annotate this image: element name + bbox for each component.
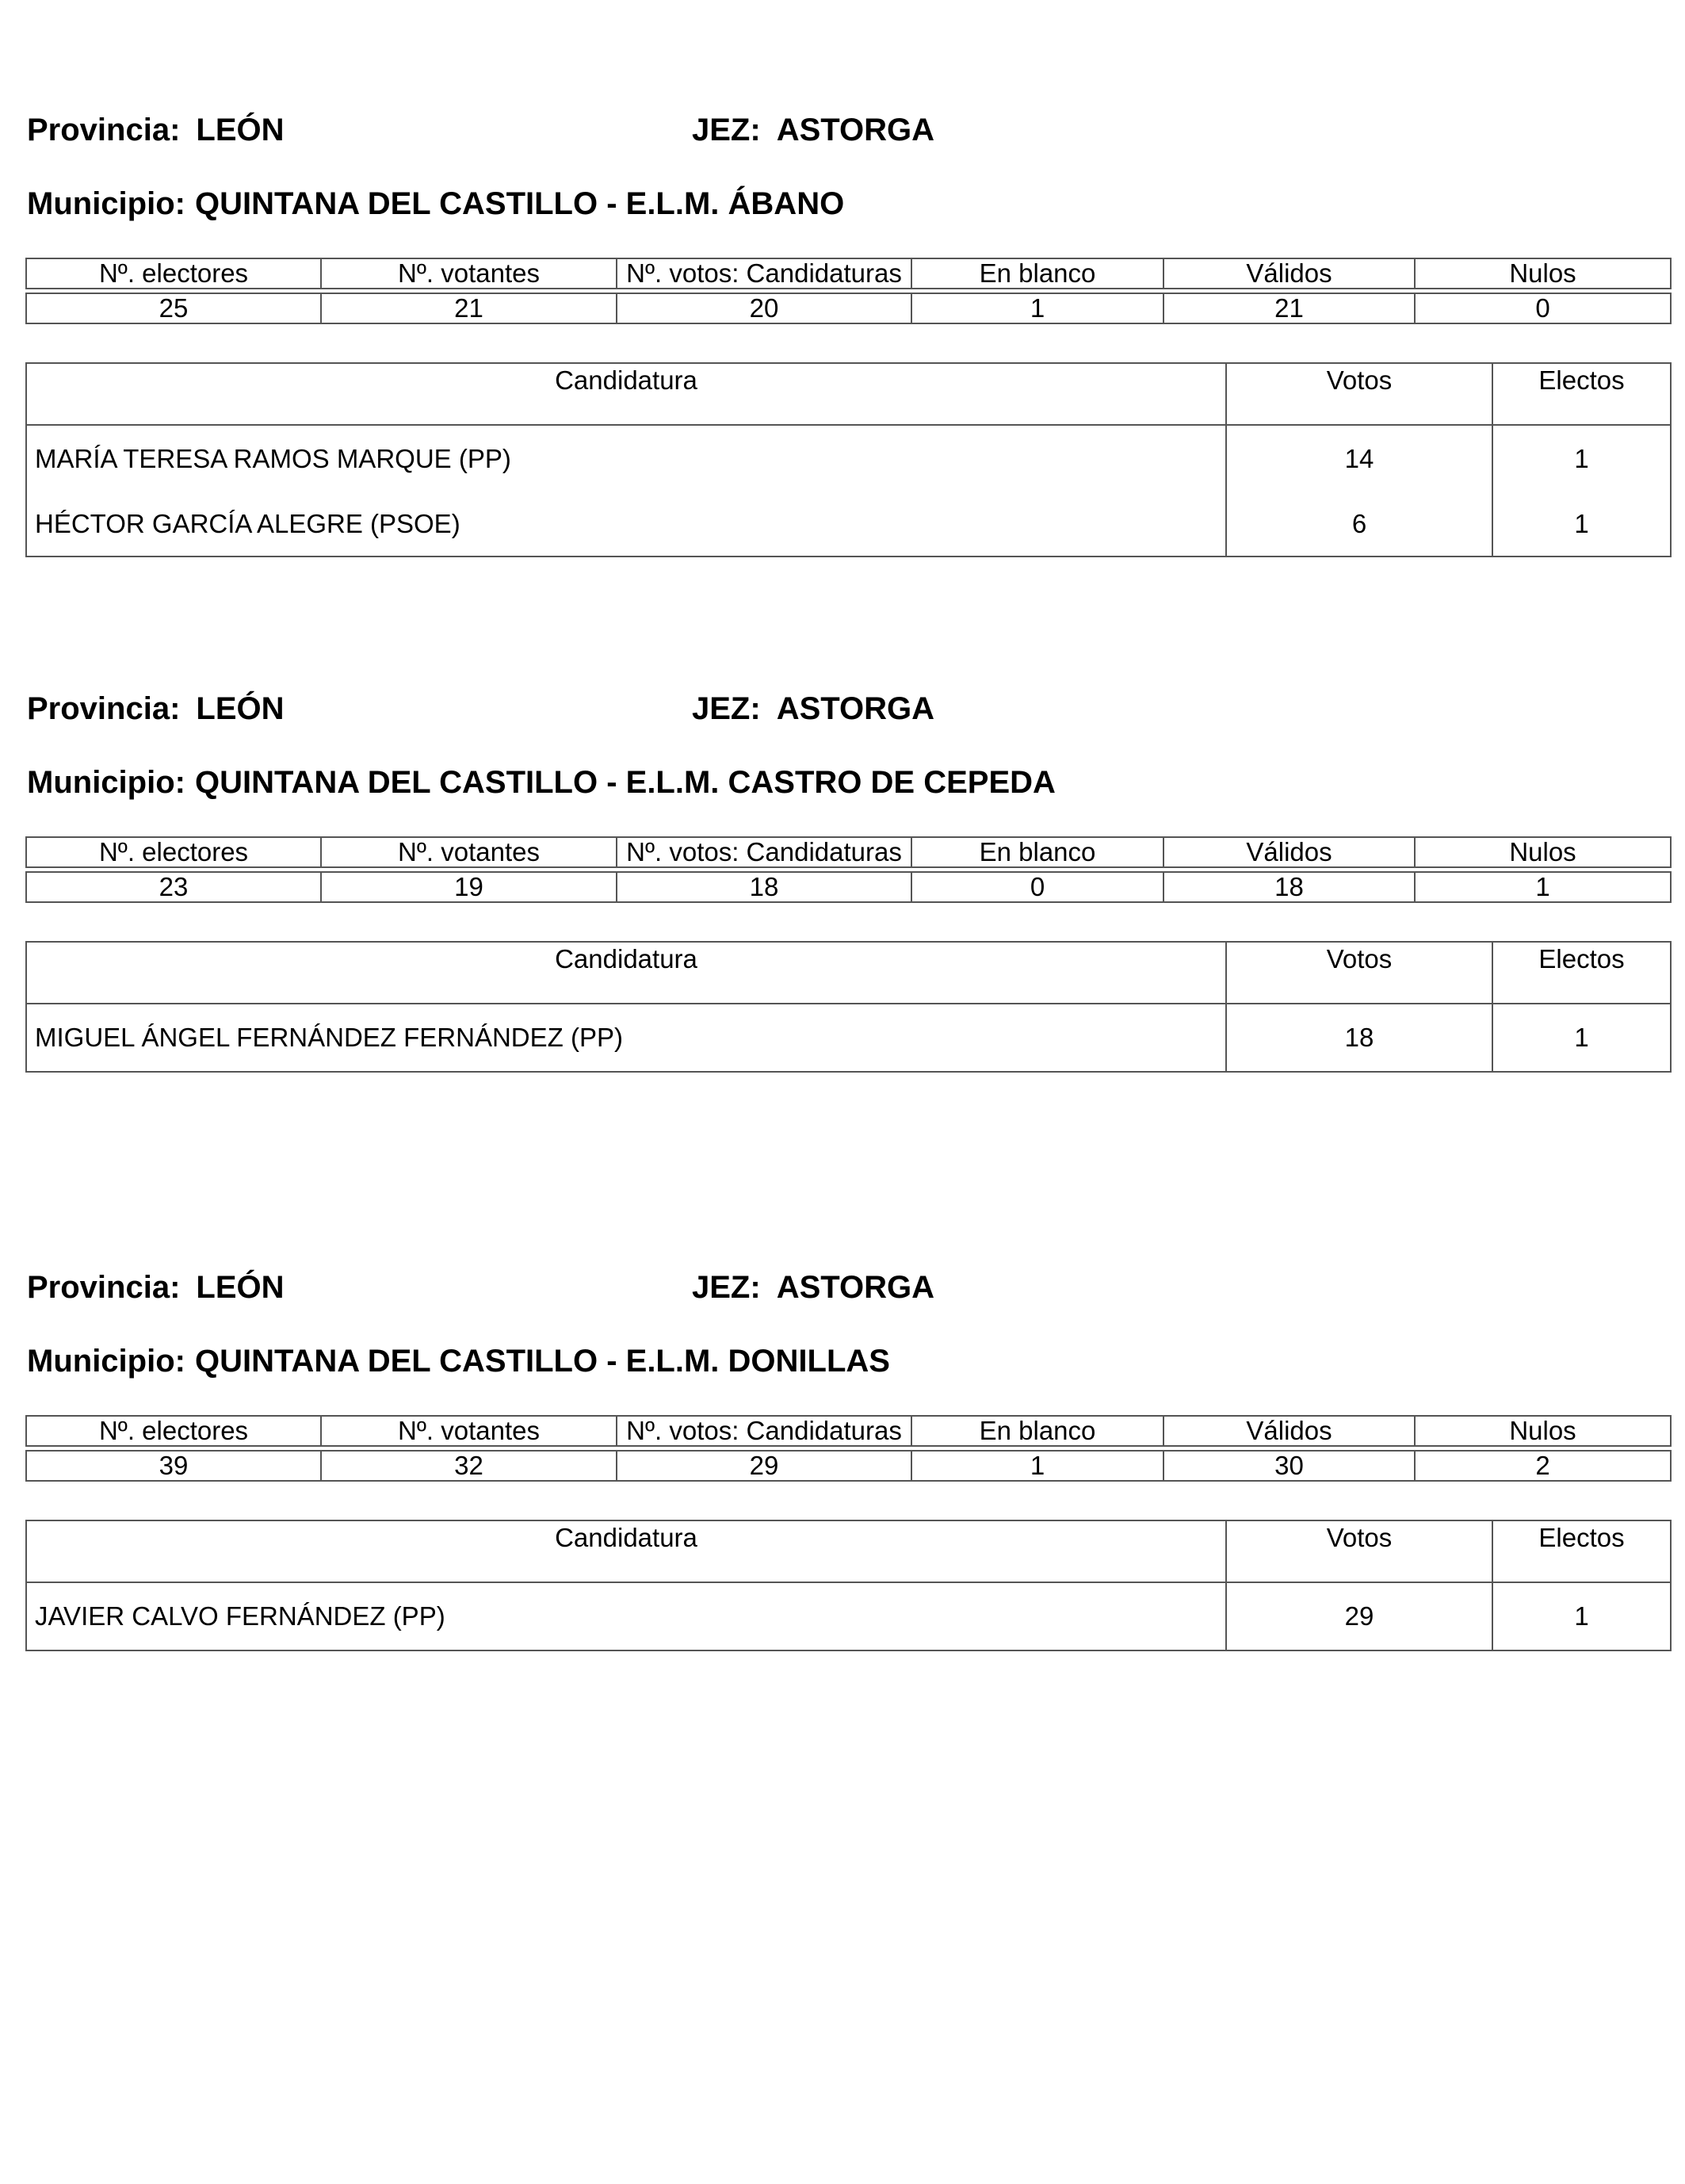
jez-label: JEZ: [692, 691, 761, 726]
stats-value-electores: 39 [26, 1451, 321, 1481]
stats-values-table [25, 871, 1672, 903]
stats-header-votos-candidaturas: Nº. votos: Candidaturas [617, 258, 911, 289]
stats-value-nulos: 0 [1415, 293, 1671, 323]
candidate-row [26, 492, 1671, 557]
stats-value-validos: 21 [1163, 293, 1415, 323]
candidate-row [26, 1004, 1671, 1072]
stats-values-table [25, 1450, 1672, 1482]
jez-value: ASTORGA [776, 691, 934, 726]
candidate-row [26, 425, 1671, 492]
stats-header-votantes: Nº. votantes [321, 837, 617, 867]
candidate-electos: 1 [1492, 1582, 1671, 1650]
stats-header-en-blanco: En blanco [911, 837, 1163, 867]
stats-header-electores: Nº. electores [26, 1416, 321, 1446]
stats-header-votantes: Nº. votantes [321, 258, 617, 289]
candidate-name: JAVIER CALVO FERNÁNDEZ (PP) [26, 1582, 1226, 1650]
stats-header-votos-candidaturas: Nº. votos: Candidaturas [617, 1416, 911, 1446]
stats-header-validos: Válidos [1163, 837, 1415, 867]
candidate-electos: 1 [1492, 1004, 1671, 1072]
stats-header-table [25, 836, 1672, 868]
stats-header-electores: Nº. electores [26, 258, 321, 289]
jez-label: JEZ: [692, 113, 761, 147]
candidates-table [25, 941, 1672, 1073]
provincia-label: Provincia: [27, 113, 181, 147]
provincia-value: LEÓN [196, 113, 285, 147]
stats-header-table [25, 1415, 1672, 1447]
jez-line [692, 1268, 934, 1306]
votos-header: Votos [1226, 942, 1492, 1004]
stats-header-en-blanco: En blanco [911, 1416, 1163, 1446]
electos-header: Electos [1492, 363, 1671, 425]
stats-value-votos-candidaturas: 29 [617, 1451, 911, 1481]
municipio-value: QUINTANA DEL CASTILLO - E.L.M. ÁBANO [194, 186, 845, 221]
municipio-line [27, 185, 844, 223]
election-section-castro-de-cepeda [0, 579, 1685, 1052]
stats-header-electores: Nº. electores [26, 837, 321, 867]
stats-value-votos-candidaturas: 20 [617, 293, 911, 323]
stats-header-validos: Válidos [1163, 1416, 1415, 1446]
stats-header-table [25, 258, 1672, 289]
candidatura-header: Candidatura [26, 363, 1226, 425]
stats-value-en-blanco: 1 [911, 1451, 1163, 1481]
candidate-name: MIGUEL ÁNGEL FERNÁNDEZ FERNÁNDEZ (PP) [26, 1004, 1226, 1072]
stats-values-table [25, 293, 1672, 324]
stats-header-votantes: Nº. votantes [321, 1416, 617, 1446]
provincia-line [27, 111, 285, 149]
candidate-row [26, 1582, 1671, 1650]
stats-value-nulos: 1 [1415, 872, 1671, 902]
stats-value-validos: 18 [1163, 872, 1415, 902]
electos-header: Electos [1492, 942, 1671, 1004]
candidate-electos: 1 [1492, 492, 1671, 557]
stats-header-nulos: Nulos [1415, 258, 1671, 289]
provincia-line [27, 1268, 285, 1306]
stats-value-votantes: 21 [321, 293, 617, 323]
jez-value: ASTORGA [776, 113, 934, 147]
candidate-name: MARÍA TERESA RAMOS MARQUE (PP) [26, 425, 1226, 492]
municipio-value: QUINTANA DEL CASTILLO - E.L.M. DONILLAS [194, 1344, 890, 1379]
municipio-label: Municipio: [27, 1344, 185, 1379]
provincia-value: LEÓN [196, 1270, 285, 1305]
electos-header: Electos [1492, 1520, 1671, 1582]
stats-value-en-blanco: 1 [911, 293, 1163, 323]
stats-header-nulos: Nulos [1415, 1416, 1671, 1446]
candidate-votos: 6 [1226, 492, 1492, 557]
candidates-table [25, 362, 1672, 557]
candidate-electos: 1 [1492, 425, 1671, 492]
municipio-line [27, 1342, 890, 1380]
candidates-table [25, 1520, 1672, 1651]
candidate-votos: 29 [1226, 1582, 1492, 1650]
jez-line [692, 690, 934, 728]
municipio-label: Municipio: [27, 186, 185, 221]
candidate-votos: 14 [1226, 425, 1492, 492]
stats-value-en-blanco: 0 [911, 872, 1163, 902]
election-section-abano [0, 0, 1685, 538]
candidate-name: HÉCTOR GARCÍA ALEGRE (PSOE) [26, 492, 1226, 557]
stats-value-votantes: 32 [321, 1451, 617, 1481]
jez-label: JEZ: [692, 1270, 761, 1305]
stats-header-votos-candidaturas: Nº. votos: Candidaturas [617, 837, 911, 867]
provincia-line [27, 690, 285, 728]
stats-header-en-blanco: En blanco [911, 258, 1163, 289]
stats-header-nulos: Nulos [1415, 837, 1671, 867]
stats-value-validos: 30 [1163, 1451, 1415, 1481]
municipio-line [27, 763, 1056, 801]
stats-value-electores: 23 [26, 872, 321, 902]
votos-header: Votos [1226, 1520, 1492, 1582]
municipio-label: Municipio: [27, 765, 185, 800]
stats-value-votos-candidaturas: 18 [617, 872, 911, 902]
candidatura-header: Candidatura [26, 1520, 1226, 1582]
election-section-donillas [0, 1157, 1685, 1631]
votos-header: Votos [1226, 363, 1492, 425]
jez-line [692, 111, 934, 149]
stats-header-validos: Válidos [1163, 258, 1415, 289]
provincia-value: LEÓN [196, 691, 285, 726]
stats-value-nulos: 2 [1415, 1451, 1671, 1481]
provincia-label: Provincia: [27, 1270, 181, 1305]
stats-value-electores: 25 [26, 293, 321, 323]
jez-value: ASTORGA [776, 1270, 934, 1305]
candidate-votos: 18 [1226, 1004, 1492, 1072]
stats-value-votantes: 19 [321, 872, 617, 902]
municipio-value: QUINTANA DEL CASTILLO - E.L.M. CASTRO DE CEPEDA [194, 765, 1056, 800]
candidatura-header: Candidatura [26, 942, 1226, 1004]
provincia-label: Provincia: [27, 691, 181, 726]
